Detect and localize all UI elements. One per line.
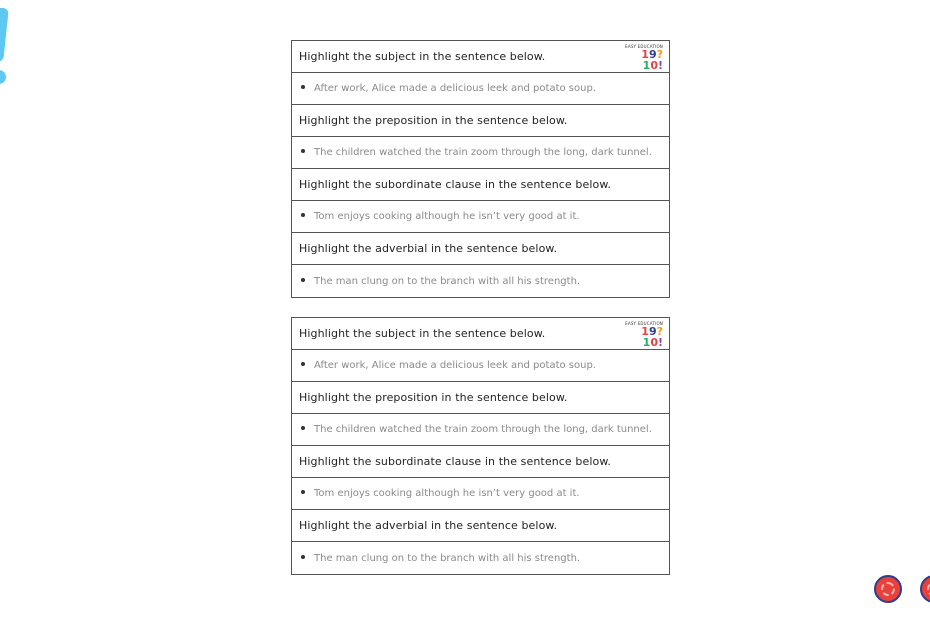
easy-education-logo — [623, 44, 663, 72]
question-text: Highlight the preposition in the sentence below. — [299, 114, 568, 127]
sentence-text: Tom enjoys cooking although he isn’t very good at it. — [314, 211, 580, 222]
logo-digit: 0 — [650, 59, 658, 72]
bullet-icon — [301, 555, 305, 559]
logo-digit: ! — [657, 336, 663, 349]
logo-digit: ! — [657, 59, 663, 72]
question-row — [292, 41, 669, 73]
question-text: Highlight the subordinate clause in the sentence below. — [299, 455, 612, 468]
sentence-item — [292, 147, 652, 158]
exclamation-decoration — [0, 8, 12, 84]
question-row — [292, 318, 669, 350]
exclamation-dot — [0, 70, 6, 84]
logo-digit: 9 — [648, 48, 657, 61]
question-row — [292, 446, 669, 478]
sentence-row — [292, 201, 669, 233]
bullet-icon — [301, 213, 305, 217]
exclamation-bar — [0, 8, 9, 62]
sentence-row — [292, 542, 669, 574]
logo-digit: 0 — [650, 336, 658, 349]
sentence-text: The man clung on to the branch with all his strength. — [314, 552, 581, 564]
sentence-item — [292, 360, 596, 371]
sentence-item — [292, 276, 580, 287]
logo-small-text: EASY EDUCATION — [625, 44, 663, 49]
sentence-row — [292, 350, 669, 382]
sentence-row — [292, 137, 669, 169]
logo-digit: 9 — [648, 325, 657, 338]
sentence-item — [292, 424, 652, 435]
bullet-icon — [301, 426, 305, 430]
sentence-text: The children watched the train zoom through the long, dark tunnel. — [314, 147, 652, 158]
bullet-icon — [301, 85, 305, 89]
easy-education-logo — [623, 321, 663, 349]
sentence-item — [292, 83, 596, 94]
question-text: Highlight the adverbial in the sentence below. — [299, 519, 558, 532]
logo-digit: 1 — [641, 325, 649, 338]
question-row — [292, 169, 669, 201]
logo-digit: ? — [656, 48, 663, 61]
question-text: Highlight the subject in the sentence below. — [299, 327, 546, 340]
sentence-row — [292, 73, 669, 105]
sentence-item — [292, 488, 580, 499]
sentence-row — [292, 478, 669, 510]
worksheet-1 — [291, 40, 670, 298]
question-row — [292, 382, 669, 414]
worksheet-2 — [291, 317, 670, 575]
logo-digits — [623, 49, 663, 71]
bullet-icon — [301, 278, 305, 282]
question-row — [292, 510, 669, 542]
sentence-text: The children watched the train zoom through the long, dark tunnel. — [314, 424, 652, 435]
question-text: Highlight the subject in the sentence below. — [299, 50, 546, 63]
logo-digit: 1 — [642, 59, 651, 72]
logo-digit: 1 — [642, 336, 651, 349]
scribble-icon — [881, 582, 895, 596]
sentence-item — [292, 553, 580, 564]
logo-small-text: EASY EDUCATION — [625, 321, 663, 326]
next-slide-button[interactable] — [920, 575, 930, 603]
sentence-item — [292, 211, 580, 222]
question-text: Highlight the subordinate clause in the sentence below. — [299, 178, 612, 191]
question-row — [292, 105, 669, 137]
bullet-icon — [301, 149, 305, 153]
question-text: Highlight the adverbial in the sentence below. — [299, 242, 558, 255]
question-text: Highlight the preposition in the sentence below. — [299, 391, 568, 404]
sentence-text: The man clung on to the branch with all his strength. — [314, 275, 581, 287]
sentence-text: After work, Alice made a delicious leek and potato soup. — [314, 83, 596, 94]
logo-digit: 1 — [641, 48, 649, 61]
sentence-text: Tom enjoys cooking although he isn’t very good at it. — [314, 488, 580, 499]
bullet-icon — [301, 490, 305, 494]
sentence-text: After work, Alice made a delicious leek and potato soup. — [314, 360, 596, 371]
question-row — [292, 233, 669, 265]
sentence-row — [292, 414, 669, 446]
previous-slide-button[interactable] — [874, 575, 902, 603]
bullet-icon — [301, 362, 305, 366]
sentence-row — [292, 265, 669, 297]
logo-digit: ? — [656, 325, 663, 338]
logo-digits — [623, 326, 663, 348]
